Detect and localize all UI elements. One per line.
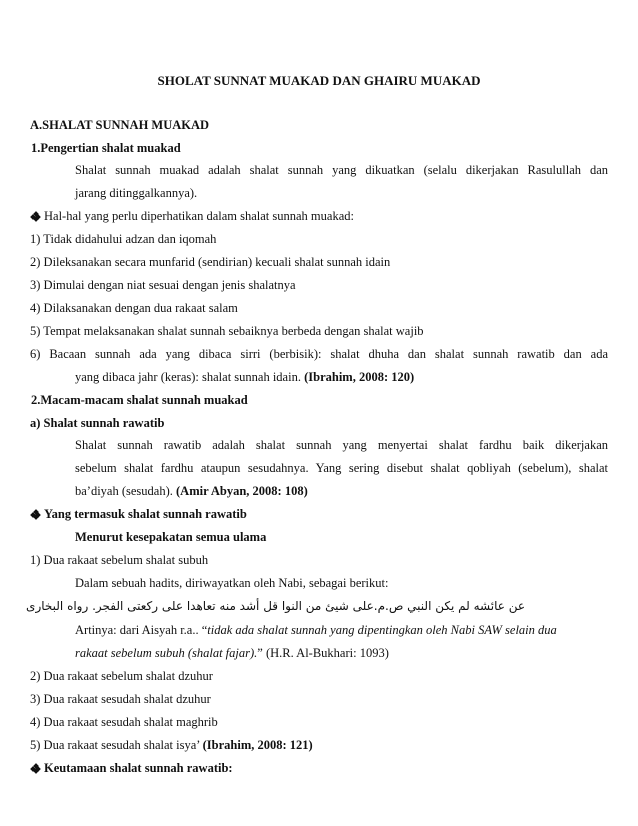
diamond-bullet-icon: [31, 510, 40, 519]
diamond-bullet-icon: [31, 764, 40, 773]
artinya-prefix: Artinya: dari Aisyah r.a.. “: [75, 623, 208, 637]
citation: (Ibrahim, 2008: 120): [304, 370, 415, 384]
list-item-6-line-1: 6) Bacaan sunnah ada yang dibaca sirri (berbisik): shalat dhuha dan shalat sunnah rawatib dan ada: [30, 347, 608, 361]
citation: (Amir Abyan, 2008: 108): [176, 484, 308, 498]
rawatib-line-3-text: ba’diyah (sesudah).: [75, 484, 173, 498]
list-item-6-text: yang dibaca jahr (keras): shalat sunnah idain.: [75, 370, 301, 384]
bullet-yang-termasuk: [31, 506, 531, 522]
section-heading-a: A.SHALAT SUNNAH MUAKAD: [30, 118, 210, 132]
list-item: 2) Dua rakaat sebelum shalat dzuhur: [30, 669, 213, 683]
list-item: 1) Dua rakaat sebelum shalat subuh: [30, 553, 209, 567]
subheading-rawatib: a) Shalat sunnah rawatib: [30, 416, 165, 430]
artinya-suffix: ” (H.R. Al-Bukhari: 1093): [257, 646, 389, 660]
list-item: 2) Dileksanakan secara munfarid (sendirian) kecuali shalat sunnah idain: [30, 255, 391, 269]
citation: (Ibrahim, 2008: 121): [202, 738, 313, 752]
bullet-keutamaan-text: Keutamaan shalat sunnah rawatib:: [44, 761, 233, 775]
arabic-hadith-text: عن عائشه لم يكن النبي ص.م.على شيئ من النوا قل أشد منه تعاهدا على ركعتى الفجر. رواه البخارى: [26, 599, 525, 613]
list-item-isya: [30, 737, 590, 753]
subheading-macam: 2.Macam-macam shalat sunnah muakad: [31, 393, 248, 407]
hadits-intro: Dalam sebuah hadits, diriwayatkan oleh Nabi, sebagai berikut:: [75, 576, 389, 590]
list-item: 3) Dimulai dengan niat sesuai dengan jenis shalatnya: [30, 278, 296, 292]
artinya-line-1: [75, 622, 615, 638]
artinya-line-2: [75, 645, 615, 661]
definition-line-2: jarang ditinggalkannya).: [75, 186, 198, 200]
list-item: 1) Tidak didahului adzan dan iqomah: [30, 232, 217, 246]
list-item-6-line-2: [75, 369, 615, 385]
subheading-pengertian: 1.Pengertian shalat muakad: [31, 141, 181, 155]
list-item-isya-text: 5) Dua rakaat sesudah shalat isya’: [30, 738, 200, 752]
bullet-yang-termasuk-text: Yang termasuk shalat sunnah rawatib: [44, 507, 247, 521]
diamond-bullet-icon: [31, 212, 40, 221]
bullet-hal-hal: [31, 208, 591, 224]
page-title: SHOLAT SUNNAT MUAKAD DAN GHAIRU MUAKAD: [157, 73, 481, 88]
menurut-heading: Menurut kesepakatan semua ulama: [75, 530, 267, 544]
list-item: 4) Dua rakaat sesudah shalat maghrib: [30, 715, 218, 729]
list-item: 5) Tempat melaksanakan shalat sunnah sebaiknya berbeda dengan shalat wajib: [30, 324, 424, 338]
list-item: 4) Dilaksanakan dengan dua rakaat salam: [30, 301, 238, 315]
rawatib-line-3: [75, 483, 575, 499]
list-item: 3) Dua rakaat sesudah shalat dzuhur: [30, 692, 211, 706]
rawatib-line-2: sebelum shalat fardhu ataupun sesudahnya. Yang sering disebut shalat qobliyah (sebelum), shalat: [75, 461, 608, 475]
definition-line-1: Shalat sunnah muakad adalah shalat sunnah yang dikuatkan (selalu dikerjakan Rasulullah dan: [75, 163, 608, 177]
artinya-italic-2: rakaat sebelum subuh (shalat fajar).: [75, 646, 258, 660]
bullet-hal-hal-text: Hal-hal yang perlu diperhatikan dalam shalat sunnah muakad:: [44, 209, 354, 223]
arabic-hadith: [26, 598, 525, 614]
bullet-keutamaan: [31, 760, 531, 776]
rawatib-line-1: Shalat sunnah rawatib adalah shalat sunnah yang menyertai shalat fardhu baik dikerjakan: [75, 438, 608, 452]
artinya-italic-1: tidak ada shalat sunnah yang dipentingkan oleh Nabi SAW selain dua: [207, 623, 557, 637]
